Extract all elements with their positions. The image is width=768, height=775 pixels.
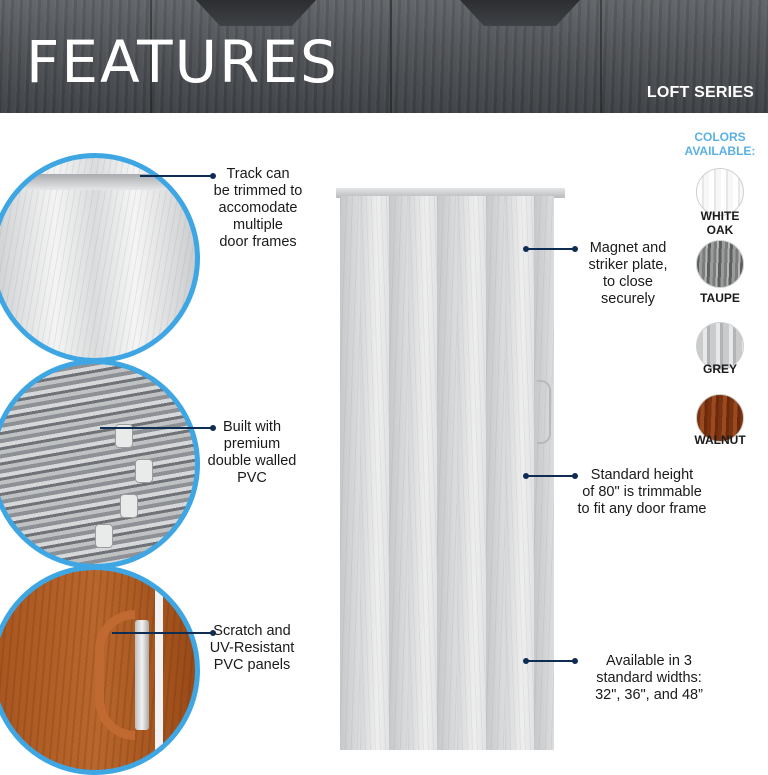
door-panel (360, 196, 389, 750)
callout-dot (523, 658, 529, 664)
swatch-label-walnut: WALNUT (694, 433, 746, 447)
door-panel (340, 196, 360, 750)
door-pull (537, 380, 551, 444)
wood-seam (390, 0, 392, 113)
callout-dot (523, 246, 529, 252)
callout-line (100, 427, 212, 429)
header-banner (0, 0, 768, 113)
swatch-label-white-oak: WHITE OAK (700, 209, 740, 237)
folding-door (340, 196, 554, 750)
height-callout: Standard height of 80" is trimmable to fit any door frame (577, 467, 707, 517)
track-detail-image (0, 153, 200, 363)
door-panel (389, 196, 409, 750)
panels-callout: Scratch and UV-Resistant PVC panels (209, 623, 295, 673)
door-panel (437, 196, 457, 750)
panel-clip (135, 459, 153, 483)
callout-dot (523, 473, 529, 479)
door-panel (457, 196, 486, 750)
door-panel (486, 196, 506, 750)
door-panel (534, 196, 554, 750)
handle-plate (135, 620, 149, 730)
door-panel (505, 196, 534, 750)
door-handle (95, 610, 135, 740)
ceiling-corner (460, 0, 580, 26)
pvc-callout: Built with premium double walled PVC (207, 419, 297, 486)
widths-callout: Available in 3 standard widths: 32", 36", and 48” (595, 653, 703, 703)
series-name: LOFT SERIES (646, 84, 754, 101)
swatch-taupe[interactable] (696, 240, 744, 288)
colors-heading: COLORS AVAILABLE: (684, 130, 756, 158)
pvc-detail-image (0, 359, 200, 569)
door-panel (408, 196, 437, 750)
panel-clip (95, 524, 113, 548)
ceiling-corner (196, 0, 316, 26)
panel-seam (155, 570, 163, 770)
panel-clip (120, 494, 138, 518)
panel-detail-image (0, 565, 200, 775)
callout-line (140, 175, 214, 177)
callout-line (526, 248, 574, 250)
page-title: FEATURES (26, 28, 339, 96)
magnet-callout: Magnet and striker plate, to close securely (588, 240, 668, 307)
swatch-label-grey: GREY (702, 362, 737, 376)
callout-line (526, 660, 574, 662)
swatch-label-taupe: TAUPE (700, 291, 740, 305)
wood-seam (600, 0, 602, 113)
track-callout: Track can be trimmed to accomodate multiple door frames (213, 166, 303, 250)
